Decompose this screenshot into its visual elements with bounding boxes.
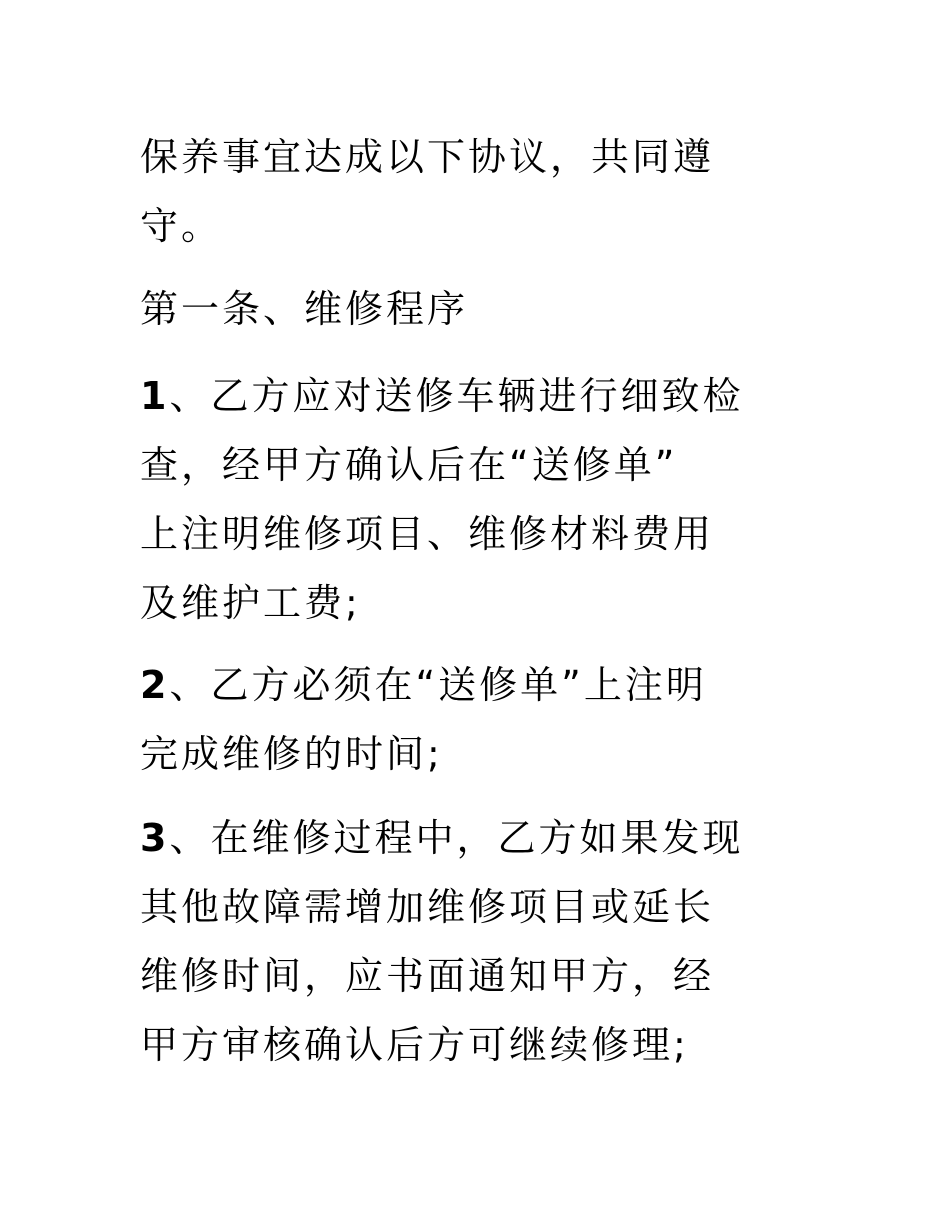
- text-line: [140, 362, 820, 431]
- text-line: 保养事宜达成以下协议，共同遵: [140, 135, 715, 179]
- clause-text: 、乙方应对送修车辆进行细致检: [169, 374, 744, 418]
- text-line: 及维护工费;: [140, 581, 361, 625]
- text-line: 上注明维修项目、维修材料费用: [140, 512, 715, 556]
- clause-item-1: [140, 362, 820, 638]
- text-line: 查，经甲方确认后在“送修单”: [140, 443, 678, 487]
- text-line: 甲方审核确认后方可继续修理;: [140, 1023, 689, 1067]
- clause-number: 1: [140, 374, 170, 418]
- clause-text: 、乙方必须在“送修单”上注明: [169, 663, 707, 707]
- section-title-text: 第一条、维修程序: [140, 287, 469, 331]
- section-title: [140, 275, 820, 344]
- text-line: 其他故障需增加维修项目或延长: [140, 885, 715, 929]
- text-line: [140, 651, 820, 720]
- text-line: [140, 804, 820, 873]
- clause-item-2: [140, 651, 820, 789]
- clause-item-3: [140, 804, 820, 1080]
- clause-number: 2: [140, 663, 170, 707]
- text-line: 完成维修的时间;: [140, 732, 443, 776]
- text-line: 守。: [140, 204, 223, 248]
- clause-text: 、在维修过程中，乙方如果发现: [169, 816, 744, 860]
- text-line: 维修时间，应书面通知甲方，经: [140, 954, 715, 998]
- clause-number: 3: [140, 816, 170, 860]
- intro-paragraph: [140, 123, 820, 261]
